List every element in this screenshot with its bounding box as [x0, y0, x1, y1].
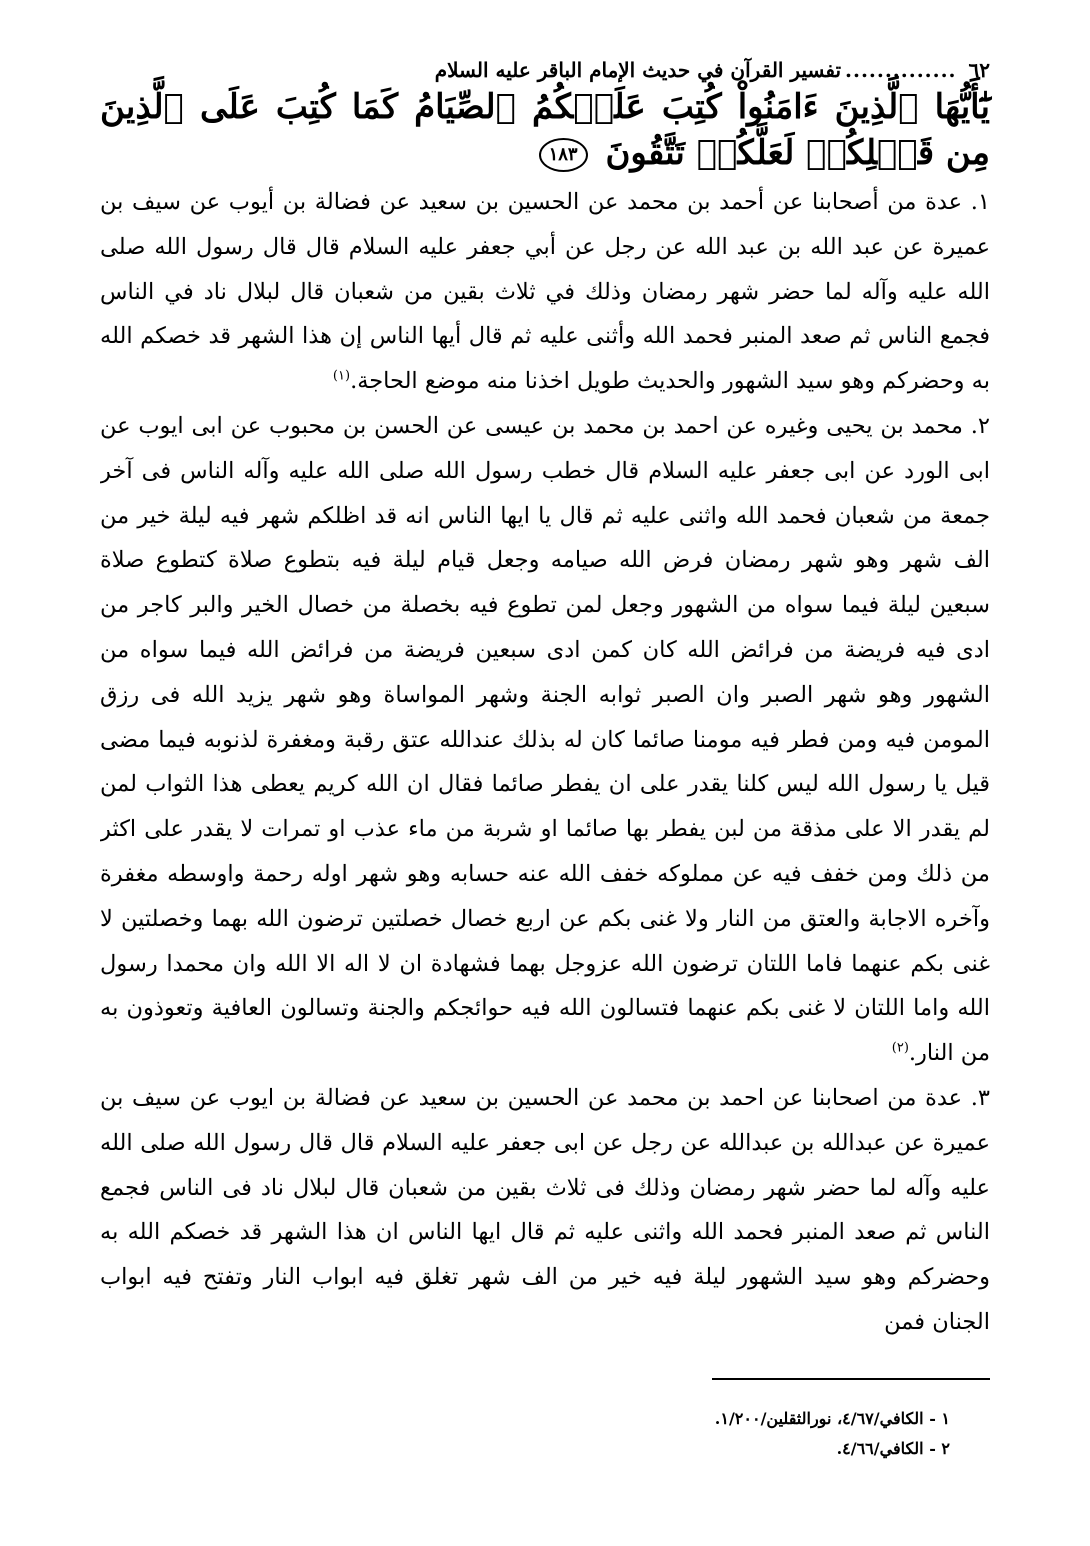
- paragraph-text: ٣. عدة من اصحابنا عن احمد بن محمد عن الحسين بن سعيد عن فضالة بن ايوب عن سيف بن عميرة عن عبدالله بن عبدالله عن رجل عن ابى جعفر عليه السلام قال قال رسول الله صلى الله عليه وآله لما حضر شهر رمضان وذلك فى ثلاث بقين من شعبان قال لبلال ناد فى الناس فجمع الناس ثم صعد المنبر فحمد الله واثنى عليه ثم قال ايها الناس ان هذا الشهر قد خصكم الله به وحضركم وهو سيد الشهور ليلة فيه خير من الف شهر تغلق فيه ابواب النار وتفتح فيه ابواب الجنان فمن: [100, 1084, 990, 1335]
- paragraph-text: ١. عدة من أصحابنا عن أحمد بن محمد عن الحسين بن سعيد عن فضالة بن أيوب عن سيف بن عميرة عن عبد الله بن عبد الله عن رجل عن أبي جعفر عليه السلام قال قال رسول الله صلى الله عليه وآله لما حضر شهر رمضان وذلك في ثلاث بقين من شعبان قال لبلال ناد في الناس فجمع الناس ثم صعد المنبر فحمد الله وأثنى عليه ثم قال أيها الناس إن هذا الشهر قد خصكم الله به وحضركم وهو سيد الشهور والحديث طويل اخذنا منه موضع الحاجة.: [100, 189, 990, 395]
- footnote-reference[interactable]: (١): [332, 368, 351, 384]
- footnote-reference[interactable]: (٢): [891, 1040, 909, 1056]
- hadith-paragraph: [100, 1076, 990, 1345]
- running-header: [100, 54, 990, 86]
- verse-text: يَٰٓأَيُّهَا ٱلَّذِينَ ءَامَنُواْ كُتِبَ عَلَيۡكُمُ ٱلصِّيَامُ كَمَا كُتِبَ عَلَى ٱلَّذِينَ مِن قَبۡلِكُمۡ لَعَلَّكُمۡ تَتَّقُونَ: [100, 87, 990, 173]
- paragraph-text: ٢. محمد بن يحيى وغيره عن احمد بن محمد بن عيسى عن الحسن بن محبوب عن ابى ايوب عن ابى الورد عن ابى جعفر عليه السلام قال خطب رسول الله صلى الله عليه وآله الناس فى آخر جمعة من شعبان فحمد الله واثنى عليه ثم قال يا ايها الناس انه قد اظلكم شهر فيه ليلة خير من الف شهر وهو شهر رمضان فرض الله صيامه وجعل قيام ليلة فيه بتطوع صلاة كتطوع صلاة سبعين ليلة فيما سواه من الشهور وجعل لمن تطوع فيه بخصلة من خصال الخير والبر كاجر من ادى فيه فريضة من فرائض الله كان كمن ادى سبعين فريضة من فرائض الله فيما سواه من الشهور وهو شهر الصبر وان الصبر ثوابه الجنة وشهر المواساة وهو شهر يزيد الله فى رزق المومن فيه ومن فطر فيه مومنا صائما كان له بذلك عندالله عتق رقبة ومغفرة لذنوبه فيما مضى قيل يا رسول الله ليس كلنا يقدر على ان يفطر صائما فقال ان الله كريم يعطى هذا الثواب لمن لم يقدر الا على مذقة من لبن يفطر بها صائما او شربة من ماء عذب او تمرات لا يقدر على اكثر من ذلك ومن خفف فيه عن مملوكه خفف الله عنه حسابه وهو شهر اوله رحمة واوسطه مغفرة وآخره الاجابة والعتق من النار ولا غنى بكم عن اربع خصال خصلتين ترضون الله بهما وخصلتين لا غنى بكم عنهما فاما اللتان ترضون الله عزوجل بهما فشهادة ان لا اله الا الله وان محمدا رسول الله واما اللتان لا غنى بكم عنهما فتسالون الله فيه حوائجكم والجنة وتسالون العافية وتعوذون به من النار.: [100, 412, 990, 1067]
- footnote-item: ٢ - الكافي/٤/٦٦.: [836, 1439, 950, 1458]
- verse-number-marker: ١٨٣: [539, 138, 588, 172]
- main-text: [100, 180, 990, 1370]
- footnotes: [100, 1404, 950, 1464]
- page-number: ٦٢: [968, 58, 990, 82]
- footnote-item: ١ - الكافي/٤/٦٧، نورالثقلين/١/٢٠٠.: [714, 1409, 950, 1428]
- header-title: تفسير القرآن في حديث الإمام الباقر عليه السلام: [434, 58, 842, 82]
- quran-verse: [100, 84, 990, 176]
- header-leader-dots: ..............: [845, 58, 957, 82]
- hadith-paragraph: [100, 180, 990, 404]
- hadith-paragraph: [100, 404, 990, 1076]
- footnote-divider: [712, 1378, 990, 1380]
